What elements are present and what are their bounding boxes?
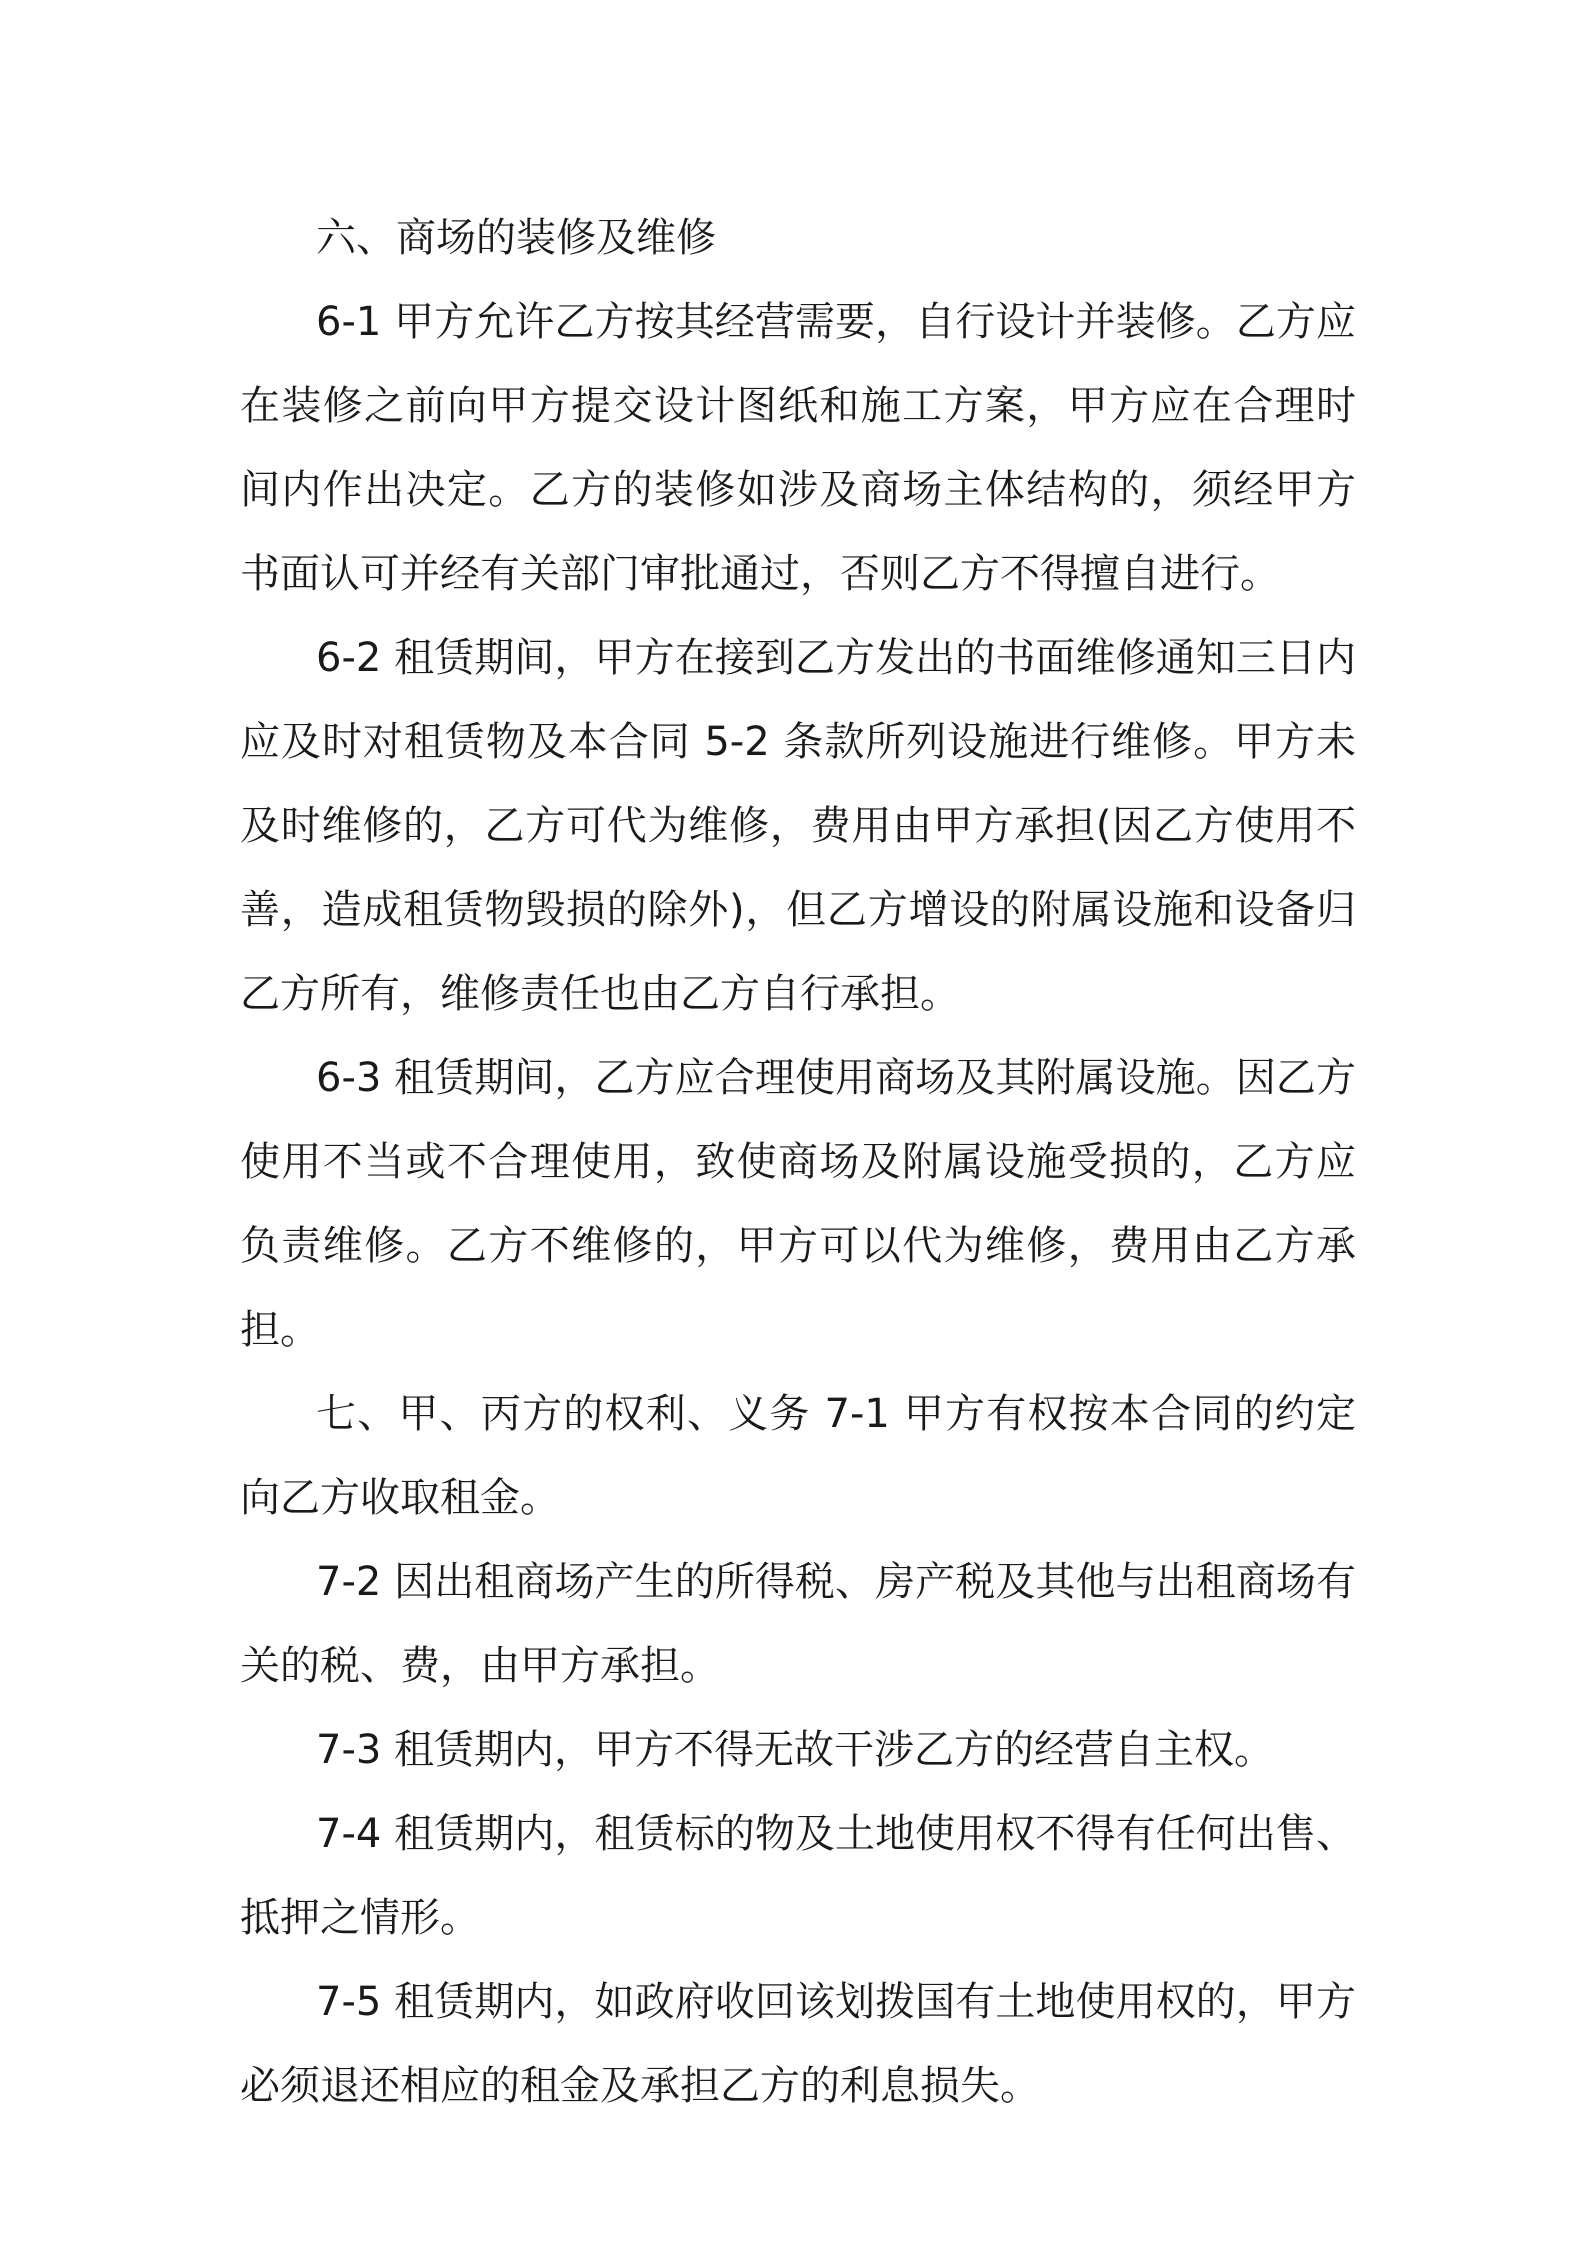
clause-7-3: 7-3 租赁期内，甲方不得无故干涉乙方的经营自主权。 [316, 1727, 1275, 1773]
clause-7-5: 7-5 租赁期内，如政府收回该划拨国有土地使用权的，甲方必须退还相应的租金及承担乙方的利息损失。 [240, 1979, 1356, 2109]
clause-6-2: 6-2 租赁期间，甲方在接到乙方发出的书面维修通知三日内应及时对租赁物及本合同 5-2 条款所列设施进行维修。甲方未及时维修的，乙方可代为维修，费用由甲方承担(因乙方使用不善，造成租赁物毁损的除外)，但乙方增设的附属设施和设备归乙方所有，维修责任也由乙方自行承担。 [240, 635, 1356, 1017]
section-heading-six: 六、商场的装修及维修 [316, 215, 716, 261]
clause-6-3: 6-3 租赁期间，乙方应合理使用商场及其附属设施。因乙方使用不当或不合理使用，致使商场及附属设施受损的，乙方应负责维修。乙方不维修的，甲方可以代为维修，费用由乙方承担。 [240, 1055, 1356, 1353]
section-heading-seven-clause-7-1: 七、甲、丙方的权利、义务 7-1 甲方有权按本合同的约定向乙方收取租金。 [240, 1391, 1356, 1521]
clause-6-1: 6-1 甲方允许乙方按其经营需要，自行设计并装修。乙方应在装修之前向甲方提交设计图纸和施工方案，甲方应在合理时间内作出决定。乙方的装修如涉及商场主体结构的，须经甲方书面认可并经有关部门审批通过，否则乙方不得擅自进行。 [240, 299, 1356, 597]
clause-7-2: 7-2 因出租商场产生的所得税、房产税及其他与出租商场有关的税、费，由甲方承担。 [240, 1559, 1356, 1689]
clause-7-4: 7-4 租赁期内，租赁标的物及土地使用权不得有任何出售、抵押之情形。 [240, 1811, 1356, 1941]
